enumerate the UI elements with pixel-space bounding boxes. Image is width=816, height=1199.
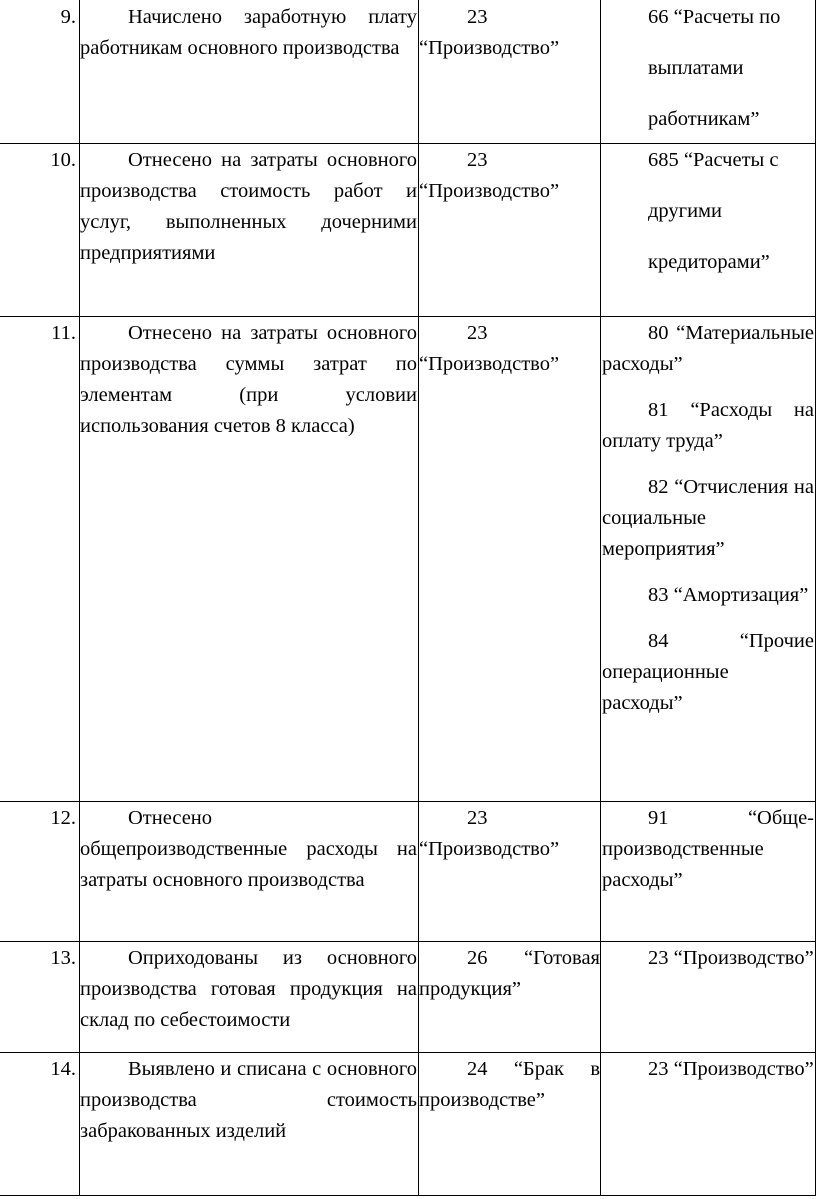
credit-account <box>602 135 814 288</box>
row-description: Начислено заработную плату работникам основного производства <box>80 6 417 59</box>
column-border <box>600 0 601 1196</box>
row-description: Выявлено и списана с основного производства стоимость забракованных изделий <box>80 1058 417 1142</box>
debit-account: 23 “Производство” <box>419 322 560 375</box>
credit-line: кредиторами” <box>648 251 770 273</box>
debit-account: 24 “Брак в производстве” <box>419 1058 600 1111</box>
row-description: Отнесено на затраты основного производства суммы затрат по элементам (при условии использования счетов 8 класса) <box>80 322 417 437</box>
row-number: 9. <box>60 6 76 28</box>
row-description: Оприходованы из основного производства готовая продукция на склад по себестоимости <box>80 947 417 1031</box>
debit-account: 23 “Производство” <box>419 6 560 59</box>
credit-line: другими <box>648 200 722 222</box>
credit-account: 23 “Производство” <box>648 1058 814 1080</box>
row-number: 12. <box>50 807 76 829</box>
credit-account-list <box>602 318 814 719</box>
credit-item: 82 “Отчисления на социальные мероприятия” <box>602 476 814 560</box>
debit-account: 26 “Готовая продукция” <box>419 947 600 1000</box>
credit-line: работникам” <box>648 108 760 130</box>
row-border <box>0 316 816 317</box>
row-border <box>0 1195 816 1196</box>
credit-account: 91 “Обще-производственные расходы” <box>602 807 814 891</box>
credit-line: выплатами <box>648 57 744 79</box>
credit-account <box>602 0 814 145</box>
row-number: 14. <box>50 1058 76 1080</box>
credit-account: 23 “Производство” <box>648 947 814 969</box>
credit-line: 66 “Расчеты по <box>648 6 781 28</box>
row-description: Отнесено на затраты основного производства стоимость работ и услуг, выполненных дочерними предприятиями <box>80 149 417 264</box>
credit-item: 84 “Прочие операционные расходы” <box>602 630 814 714</box>
row-number: 13. <box>50 947 76 969</box>
row-number: 10. <box>50 149 76 171</box>
row-border <box>0 801 816 802</box>
credit-item: 80 “Материальные расходы” <box>602 322 814 375</box>
row-border <box>0 941 816 942</box>
credit-item: 81 “Расходы на оплату труда” <box>602 399 814 452</box>
row-description: Отнесено общепроизводственные расходы на затраты основного производства <box>80 807 417 891</box>
row-number: 11. <box>51 322 76 344</box>
row-border <box>0 1052 816 1053</box>
credit-item: 83 “Амортизация” <box>648 584 809 606</box>
credit-line: 685 “Расчеты с <box>648 149 779 171</box>
debit-account: 23 “Производство” <box>419 807 560 860</box>
debit-account: 23 “Производство” <box>419 149 560 202</box>
